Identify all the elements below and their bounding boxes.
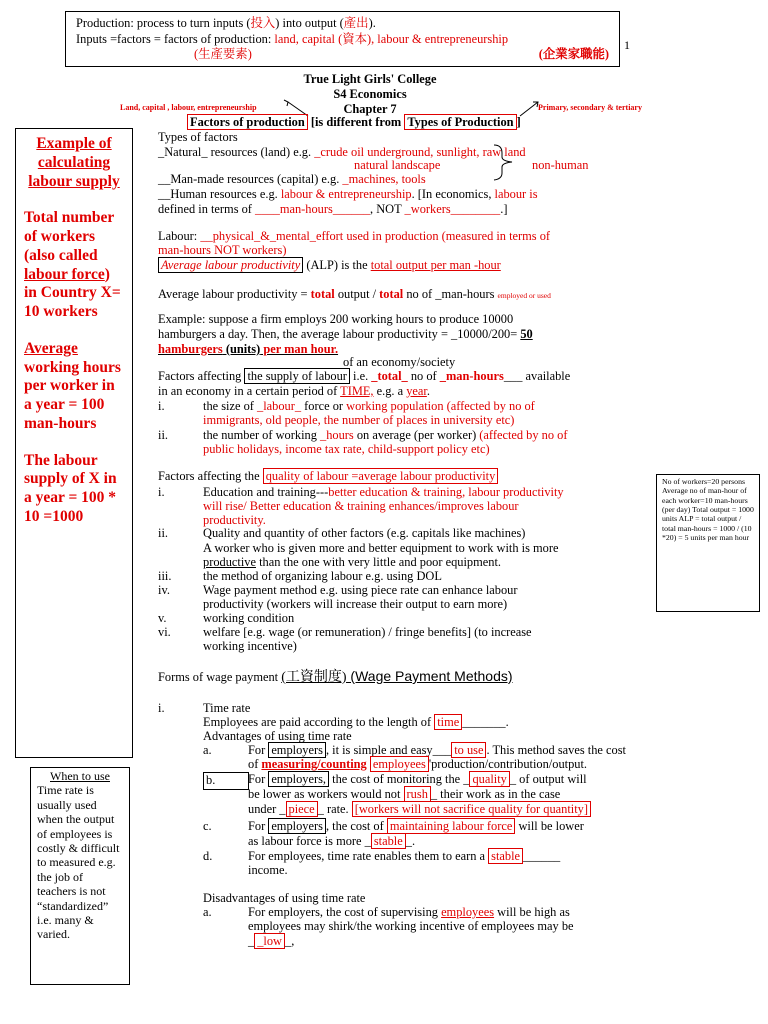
subject: S4 Economics bbox=[333, 87, 407, 101]
when-to-use-body: Time rate is usually used when the output of employees is costly & difficult to measured e.g. the job of teachers is not “standardized” i.e. many & varied. bbox=[37, 783, 120, 942]
brace-icon bbox=[492, 143, 532, 183]
quality-item-vi-2: working incentive) bbox=[203, 639, 297, 653]
advantage-b-3: under _ piece _ rate. [workers will not sacrifice quality for quantity] bbox=[248, 802, 591, 818]
quality-item-ii: Quality and quantity of other factors (e.g. capitals like machines) bbox=[203, 526, 526, 540]
non-human-label: non-human bbox=[532, 158, 589, 172]
factors-note: Land, capital , labour, entrepreneurship bbox=[120, 103, 257, 112]
supply-item-ii-2: public holidays, income tax rate, child-support policy etc) bbox=[203, 442, 490, 456]
chapter-title: Factors of production [is different from Types of Production ] bbox=[187, 115, 521, 131]
quality-item-v: working condition bbox=[203, 611, 295, 625]
example-line-1: Example: suppose a firm employs 200 working hours to produce 10000 bbox=[158, 312, 514, 326]
when-to-use-title: When to use bbox=[50, 769, 110, 783]
supply-item-i-2: immigrants, old people, the number of places in university etc) bbox=[203, 413, 515, 427]
advantage-d: For employees, time rate enables them to earn a stable ______ bbox=[248, 849, 561, 863]
quality-item-ii-3: productive than the one with very little and poor equipment. bbox=[203, 555, 501, 569]
quality-item-iv: Wage payment method e.g. using piece rate can enhance labour bbox=[203, 583, 518, 597]
labour-supply-example-box bbox=[15, 128, 133, 758]
example-labour-supply: The labour supply of X in a year = 100 * 10 =1000 bbox=[24, 451, 117, 525]
chapter: Chapter 7 bbox=[343, 102, 397, 116]
intro-line-1: Production: process to turn inputs (投入) into output (產出). bbox=[76, 16, 376, 30]
natural-landscape: natural landscape bbox=[354, 158, 441, 172]
advantage-b-2: be lower as workers would not rush _ their work as in the case bbox=[248, 787, 561, 801]
human-resources-line-2: defined in terms of ____man-hours______, NOT _workers________.] bbox=[158, 202, 508, 216]
alp-formula: Average labour productivity = total output / total no of _man-hours employed or used bbox=[158, 287, 551, 301]
types-note: Primary, secondary & tertiary bbox=[538, 103, 642, 112]
intro-box bbox=[65, 11, 620, 67]
quality-item-iv-2: productivity (workers will increase their output to earn more) bbox=[203, 597, 508, 611]
quality-item-iii: the method of organizing labour e.g. using DOL bbox=[203, 569, 442, 583]
labour-definition-2: man-hours NOT workers) bbox=[158, 243, 287, 257]
quality-item-ii-number: ii. bbox=[158, 526, 168, 540]
example-line-4: of an economy/society bbox=[343, 355, 456, 369]
labour-definition: Labour: __physical_&_mental_effort used in production (measured in terms of bbox=[158, 229, 551, 243]
supply-item-i: the size of _labour_ force or working population (affected by no of bbox=[203, 399, 535, 413]
quality-item-iii-number: iii. bbox=[158, 569, 172, 583]
advantage-a-2: of measuring/counting employees 'production/contribution/output. bbox=[248, 757, 588, 771]
man-made-resources-line: __Man-made resources (capital) e.g. _machines, tools bbox=[158, 172, 426, 186]
supply-item-ii-number: ii. bbox=[158, 428, 168, 442]
advantage-a-number: a. bbox=[203, 743, 212, 757]
example-line-2: hamburgers a day. Then, the average labour productivity = _10000/200= 50 bbox=[158, 327, 533, 341]
natural-resources-line: _Natural_ resources (land) e.g. _crude oil underground, sunlight, raw land bbox=[158, 145, 526, 159]
quality-item-vi-number: vi. bbox=[158, 625, 171, 639]
quality-factors-line: Factors affecting the quality of labour =average labour productivity bbox=[158, 469, 498, 485]
advantage-a: For employers , it is simple and easy___ to use . This method saves the cost bbox=[248, 743, 626, 757]
time-rate-title: Time rate bbox=[203, 701, 251, 715]
quality-item-i-3: productivity. bbox=[203, 513, 266, 527]
quality-item-i-number: i. bbox=[158, 485, 165, 499]
advantage-c-2: as labour force is more _ stable _. bbox=[248, 834, 416, 848]
alp-definition: Average labour productivity (ALP) is the total output per man -hour bbox=[158, 258, 501, 274]
advantage-d-2: income. bbox=[248, 863, 288, 877]
types-heading: Types of factors bbox=[158, 130, 238, 144]
disadvantage-a-2: employees may shirk/the working incentive of employees may be bbox=[248, 919, 574, 933]
advantage-b: For employers, the cost of monitoring the _ quality _ of output will bbox=[248, 772, 587, 786]
supply-factors-line: Factors affecting the supply of labour i.e. _total_ no of _man-hours___ available bbox=[158, 369, 571, 383]
when-to-use-box bbox=[30, 767, 130, 985]
advantages-title: Advantages of using time rate bbox=[203, 729, 352, 743]
supply-factors-line-2: in an economy in a certain period of TIME, e.g. a year. bbox=[158, 384, 430, 398]
advantage-b-number: b. bbox=[203, 772, 249, 790]
quality-item-ii-2: A worker who is given more and better equipment to work with is more bbox=[203, 541, 559, 555]
human-resources-line: __Human resources e.g. labour & entrepreneurship. [In economics, labour is bbox=[158, 187, 538, 201]
disadvantages-title: Disadvantages of using time rate bbox=[203, 891, 366, 905]
supply-item-i-number: i. bbox=[158, 399, 165, 413]
school-name: True Light Girls' College bbox=[303, 72, 437, 86]
disadvantage-a-number: a. bbox=[203, 905, 212, 919]
example-line-3: hamburgers (units) per man hour. bbox=[158, 342, 339, 356]
advantage-c-number: c. bbox=[203, 819, 212, 833]
quality-item-i-2: will rise/ Better education & training enhances/improves labour bbox=[203, 499, 519, 513]
quality-item-iv-number: iv. bbox=[158, 583, 170, 597]
time-rate-definition: Employees are paid according to the length of time _______. bbox=[203, 715, 509, 729]
quality-item-vi: welfare [e.g. wage (or remuneration) / fringe benefits] (to increase bbox=[203, 625, 532, 639]
advantage-c: For employers , the cost of maintaining labour force will be lower bbox=[248, 819, 584, 833]
intro-line-3: (生產要素) (企業家職能) bbox=[194, 47, 609, 61]
disadvantage-a: For employers, the cost of supervising employees will be high as bbox=[248, 905, 570, 919]
wage-item-i-number: i. bbox=[158, 701, 165, 715]
page-number: 1 bbox=[624, 38, 630, 52]
alp-example-box: No of workers=20 persons Average no of man-hour of each worker=10 man-hours (per day) Total output = 1000 units ALP = total output / total man-hours = 1000 / (10 *20) = 5 units per man hour bbox=[656, 474, 760, 612]
supply-item-ii: the number of working _hours on average (per worker) (affected by no of bbox=[203, 428, 568, 442]
intro-line-2: Inputs =factors = factors of production: land, capital (資本), labour & entrepreneurship bbox=[76, 31, 509, 46]
wage-heading: Forms of wage payment (工資制度) (Wage Payment Methods) bbox=[158, 668, 513, 685]
advantage-d-number: d. bbox=[203, 849, 213, 863]
example-total-workers: Total number of workers (also called labour force) in Country X= 10 workers bbox=[24, 209, 121, 320]
quality-item-i: Education and training---better education & training, labour productivity bbox=[203, 485, 564, 499]
example-title: Example of calculating labour supply bbox=[28, 135, 120, 190]
quality-item-v-number: v. bbox=[158, 611, 167, 625]
example-average-hours: Average working hours per worker in a year = 100 man-hours bbox=[24, 339, 121, 432]
disadvantage-a-3: _ _low _, bbox=[248, 934, 295, 948]
